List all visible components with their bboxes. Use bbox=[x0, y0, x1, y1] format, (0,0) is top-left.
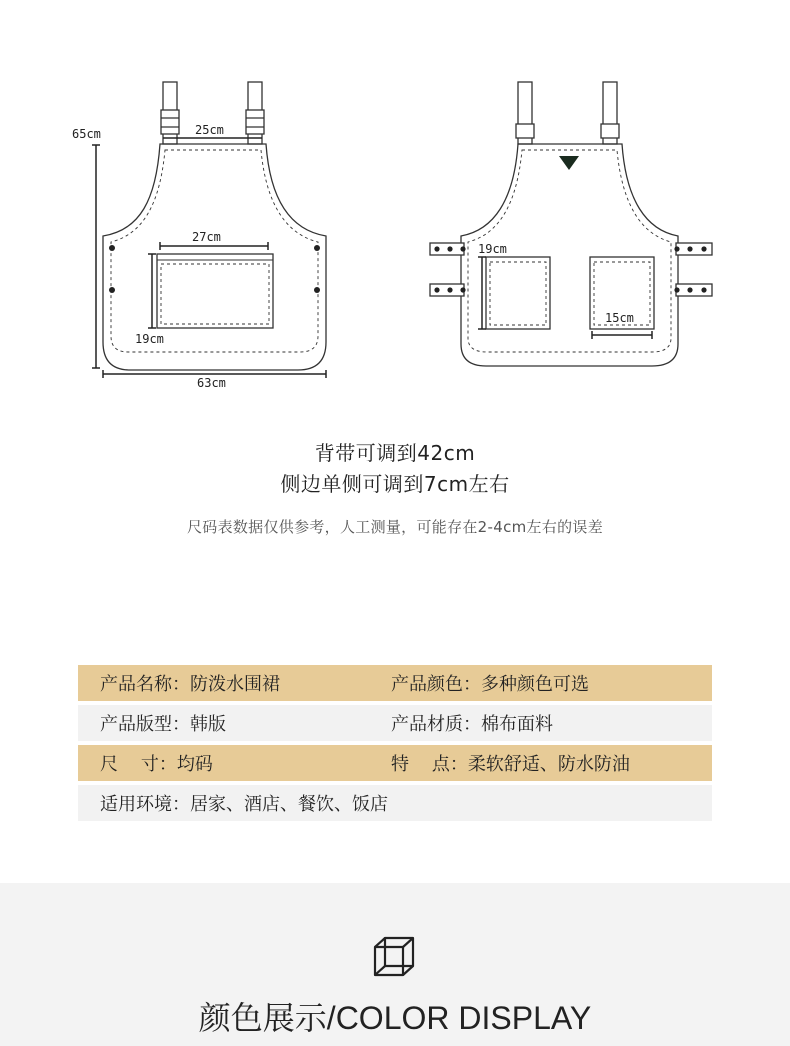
spec-value: 韩版 bbox=[190, 714, 226, 735]
front-bottom-width-label: 63cm bbox=[197, 376, 226, 390]
front-height-label: 65cm bbox=[72, 127, 101, 141]
spec-value: 棉布面料 bbox=[481, 714, 553, 735]
back-pocket-height-label: 19cm bbox=[478, 242, 507, 256]
color-display-title: 颜色展示/COLOR DISPLAY bbox=[198, 1000, 592, 1036]
front-rivets bbox=[109, 245, 320, 293]
spec-label: 产品名称： bbox=[100, 674, 190, 695]
back-apron bbox=[430, 82, 712, 366]
back-pocket-width-label: 15cm bbox=[605, 311, 634, 325]
spec-value: 居家、酒店、餐饮、饭店 bbox=[190, 794, 388, 815]
strap-adjust-note: 背带可调到42cm bbox=[314, 441, 476, 465]
measurement-disclaimer: 尺码表数据仅供参考，人工测量，可能存在2-4cm左右的误差 bbox=[186, 518, 604, 536]
product-spec-table bbox=[78, 665, 712, 825]
spec-label: 产品材质： bbox=[391, 714, 481, 735]
apron-size-diagram bbox=[0, 0, 790, 400]
spec-value: 防泼水围裙 bbox=[190, 674, 280, 695]
side-adjust-note: 侧边单侧可调到7cm左右 bbox=[280, 472, 510, 496]
spec-label: 产品版型： bbox=[100, 714, 190, 735]
front-dimensions bbox=[92, 138, 326, 378]
spec-value: 柔软舒适、防水防油 bbox=[467, 754, 630, 775]
spec-value: 均码 bbox=[176, 754, 213, 775]
spec-label: 产品颜色： bbox=[391, 674, 481, 695]
spec-value: 多种颜色可选 bbox=[481, 674, 589, 695]
spec-row bbox=[78, 785, 712, 821]
front-pocket-height-label: 19cm bbox=[135, 332, 164, 346]
spec-label: 适用环境： bbox=[100, 794, 190, 815]
spec-label: 特 点： bbox=[391, 754, 468, 775]
logo-tag-icon bbox=[559, 156, 579, 170]
cube-icon bbox=[372, 935, 416, 979]
back-dimensions bbox=[478, 257, 652, 339]
spec-row bbox=[78, 745, 712, 781]
front-top-width-label: 25cm bbox=[195, 123, 224, 137]
adjustment-notes bbox=[0, 438, 790, 537]
front-pocket-width-label: 27cm bbox=[192, 230, 221, 244]
color-display-section bbox=[0, 883, 790, 1046]
back-rivets bbox=[434, 246, 706, 292]
spec-label: 尺 寸： bbox=[100, 754, 177, 775]
spec-row bbox=[78, 665, 712, 701]
spec-row bbox=[78, 705, 712, 741]
